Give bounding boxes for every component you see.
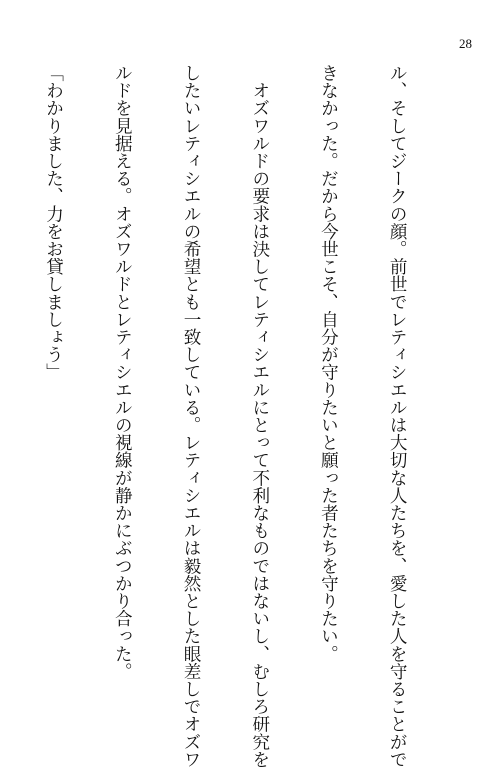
text-line: ル、そしてジークの顔。前世でレティシエルは大切な人たちを、愛した人を守ることがで bbox=[387, 64, 408, 768]
text-line: したいレティシエルの希望とも一致している。レティシエルは毅然とした眼差しでオズワ bbox=[181, 64, 202, 768]
text-line: ルドを見据える。オズワルドとレティシエルの視線が静かにぶつかり合った。 bbox=[112, 64, 133, 680]
page-number: 28 bbox=[459, 36, 472, 51]
vertical-text-body bbox=[0, 64, 454, 768]
text-line: 「わかりました、力をお貸しましょう」 bbox=[43, 64, 64, 381]
text-line: きなかった。だから今世こそ、自分が守りたいと願った者たちを守りたい。 bbox=[318, 64, 339, 663]
text-line: オズワルドの要求は決してレティシエルにとって不利なものではないし、むしろ研究を bbox=[249, 64, 270, 768]
